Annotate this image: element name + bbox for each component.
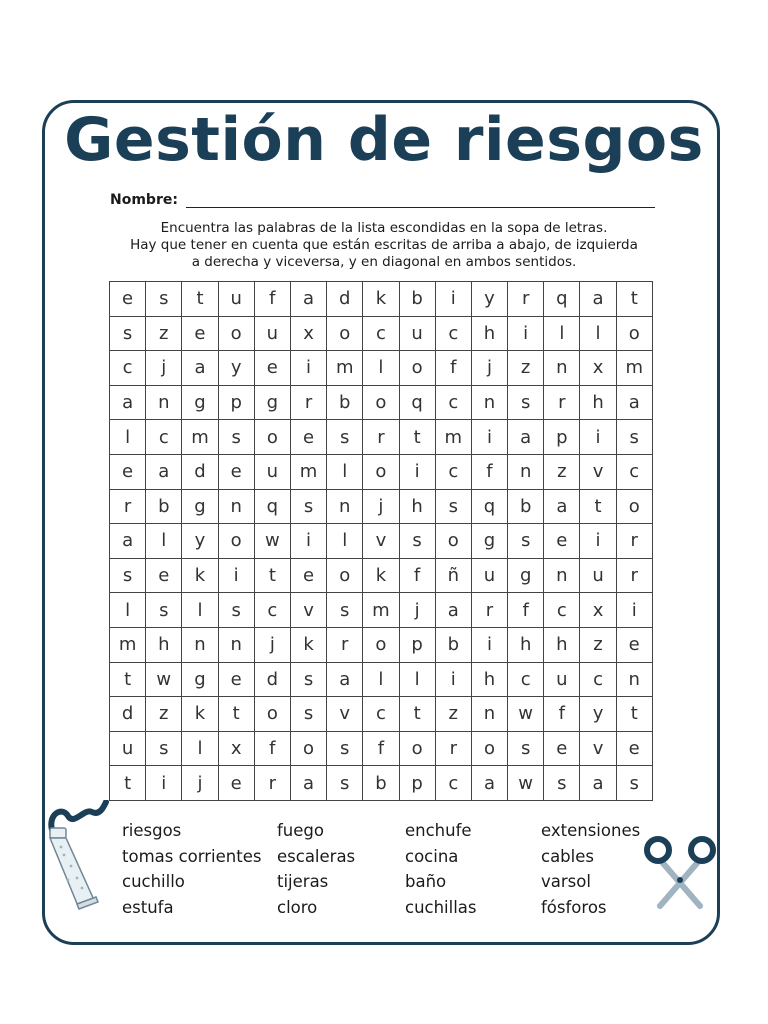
word-item: tomas corrientes <box>122 846 262 866</box>
word-item: fósforos <box>541 898 607 918</box>
grid-cell[interactable]: b <box>146 489 182 524</box>
grid-cell[interactable]: e <box>544 524 580 559</box>
grid-cell[interactable]: z <box>435 697 471 732</box>
grid-cell[interactable]: q <box>399 385 435 420</box>
toothpaste-tube-icon <box>44 800 114 912</box>
grid-cell[interactable]: e <box>290 558 326 593</box>
grid-cell[interactable]: a <box>508 420 544 455</box>
grid-cell[interactable]: c <box>508 662 544 697</box>
grid-cell[interactable]: i <box>290 351 326 386</box>
grid-cell[interactable]: p <box>218 385 254 420</box>
grid-cell[interactable]: s <box>110 558 146 593</box>
grid-cell[interactable]: a <box>471 766 507 801</box>
grid-cell[interactable]: e <box>218 662 254 697</box>
grid-cell[interactable]: x <box>218 731 254 766</box>
name-field <box>110 192 655 208</box>
grid-cell[interactable]: g <box>182 385 218 420</box>
grid-cell[interactable]: o <box>399 351 435 386</box>
grid-cell[interactable]: b <box>327 385 363 420</box>
grid-row <box>110 662 653 697</box>
grid-row <box>110 593 653 628</box>
grid-cell[interactable]: b <box>399 282 435 317</box>
grid-row <box>110 316 653 351</box>
grid-cell[interactable]: u <box>471 558 507 593</box>
grid-cell[interactable]: t <box>616 697 652 732</box>
word-item: varsol <box>541 872 591 892</box>
grid-cell[interactable]: n <box>218 489 254 524</box>
name-label: Nombre: <box>110 192 178 208</box>
grid-cell[interactable]: o <box>254 420 290 455</box>
grid-cell[interactable]: l <box>110 593 146 628</box>
grid-cell[interactable]: s <box>110 316 146 351</box>
grid-cell[interactable]: h <box>471 662 507 697</box>
grid-cell[interactable]: a <box>110 524 146 559</box>
word-item: enchufe <box>405 821 472 840</box>
grid-cell[interactable]: z <box>544 454 580 489</box>
grid-cell[interactable]: s <box>218 593 254 628</box>
grid-cell[interactable]: a <box>290 282 326 317</box>
grid-cell[interactable]: b <box>435 627 471 662</box>
grid-cell[interactable]: o <box>218 524 254 559</box>
grid-cell[interactable]: u <box>218 282 254 317</box>
grid-cell[interactable]: s <box>327 766 363 801</box>
grid-row <box>110 351 653 386</box>
grid-cell[interactable]: f <box>399 558 435 593</box>
grid-cell[interactable]: i <box>218 558 254 593</box>
grid-cell[interactable]: a <box>146 454 182 489</box>
grid-cell[interactable]: o <box>218 316 254 351</box>
grid-cell[interactable]: w <box>508 766 544 801</box>
grid-cell[interactable]: k <box>182 697 218 732</box>
grid-cell[interactable]: n <box>471 697 507 732</box>
word-item: estufa <box>122 898 174 918</box>
grid-cell[interactable]: s <box>327 731 363 766</box>
grid-cell[interactable]: i <box>471 627 507 662</box>
grid-cell[interactable]: h <box>544 627 580 662</box>
grid-cell[interactable]: r <box>363 420 399 455</box>
word-search-grid <box>109 281 653 801</box>
grid-cell[interactable]: z <box>508 351 544 386</box>
grid-cell[interactable]: o <box>363 454 399 489</box>
word-column <box>405 818 477 921</box>
grid-cell[interactable]: s <box>146 731 182 766</box>
grid-row <box>110 558 653 593</box>
grid-cell[interactable]: u <box>254 454 290 489</box>
instruction-line: a derecha y viceversa, y en diagonal en ambos sentidos. <box>191 254 577 270</box>
grid-cell[interactable]: l <box>182 731 218 766</box>
grid-cell[interactable]: c <box>435 454 471 489</box>
grid-cell[interactable]: o <box>616 489 652 524</box>
grid-cell[interactable]: b <box>363 766 399 801</box>
grid-cell[interactable]: d <box>254 662 290 697</box>
grid-cell[interactable]: e <box>544 731 580 766</box>
grid-cell[interactable]: c <box>544 593 580 628</box>
grid-cell[interactable]: x <box>580 351 616 386</box>
grid-cell[interactable]: s <box>327 593 363 628</box>
grid-cell[interactable]: a <box>327 662 363 697</box>
grid-row <box>110 489 653 524</box>
grid-cell[interactable]: b <box>508 489 544 524</box>
grid-cell[interactable]: o <box>290 731 326 766</box>
grid-cell[interactable]: f <box>471 454 507 489</box>
grid-cell[interactable]: m <box>616 351 652 386</box>
grid-cell[interactable]: n <box>182 627 218 662</box>
grid-cell[interactable]: n <box>471 385 507 420</box>
grid-cell[interactable]: u <box>254 316 290 351</box>
grid-cell[interactable]: s <box>290 489 326 524</box>
grid-cell[interactable]: q <box>471 489 507 524</box>
grid-cell[interactable]: g <box>182 489 218 524</box>
grid-cell[interactable]: c <box>435 316 471 351</box>
grid-cell[interactable]: r <box>290 385 326 420</box>
grid-cell[interactable]: m <box>182 420 218 455</box>
instructions <box>100 220 668 271</box>
grid-cell[interactable]: e <box>616 731 652 766</box>
grid-cell[interactable]: m <box>290 454 326 489</box>
grid-cell[interactable]: q <box>544 282 580 317</box>
grid-cell[interactable]: o <box>435 524 471 559</box>
grid-cell[interactable]: s <box>508 731 544 766</box>
grid-cell[interactable]: s <box>399 524 435 559</box>
grid-cell[interactable]: i <box>435 282 471 317</box>
grid-cell[interactable]: n <box>218 627 254 662</box>
grid-cell[interactable]: c <box>363 316 399 351</box>
grid-cell[interactable]: s <box>508 524 544 559</box>
grid-cell[interactable]: n <box>146 385 182 420</box>
grid-cell[interactable]: o <box>399 731 435 766</box>
grid-cell[interactable]: g <box>182 662 218 697</box>
grid-cell[interactable]: g <box>471 524 507 559</box>
scissors-icon <box>642 834 718 910</box>
instruction-line: Encuentra las palabras de la lista escondidas en la sopa de letras. <box>160 220 608 236</box>
word-item: baño <box>405 872 447 892</box>
grid-cell[interactable]: a <box>182 351 218 386</box>
grid-cell[interactable]: s <box>327 420 363 455</box>
grid-cell[interactable]: e <box>110 454 146 489</box>
grid-cell[interactable]: s <box>290 662 326 697</box>
grid-cell[interactable]: r <box>327 627 363 662</box>
grid-cell[interactable]: u <box>580 558 616 593</box>
grid-cell[interactable]: f <box>435 351 471 386</box>
grid-cell[interactable]: r <box>254 766 290 801</box>
grid-cell[interactable]: h <box>471 316 507 351</box>
grid-cell[interactable]: k <box>363 282 399 317</box>
grid-cell[interactable]: ñ <box>435 558 471 593</box>
grid-cell[interactable]: c <box>435 385 471 420</box>
grid-cell[interactable]: u <box>399 316 435 351</box>
grid-cell[interactable]: z <box>580 627 616 662</box>
grid-cell[interactable]: l <box>327 524 363 559</box>
grid-cell[interactable]: k <box>290 627 326 662</box>
grid-cell[interactable]: o <box>254 697 290 732</box>
grid-row <box>110 627 653 662</box>
grid-cell[interactable]: f <box>544 697 580 732</box>
grid-cell[interactable]: p <box>544 420 580 455</box>
grid-cell[interactable]: n <box>616 662 652 697</box>
grid-cell[interactable]: h <box>146 627 182 662</box>
grid-cell[interactable]: c <box>435 766 471 801</box>
grid-row <box>110 385 653 420</box>
word-item: extensiones <box>541 821 641 840</box>
grid-cell[interactable]: e <box>616 627 652 662</box>
grid-cell[interactable]: r <box>110 489 146 524</box>
grid-cell[interactable]: k <box>363 558 399 593</box>
grid-cell[interactable]: l <box>182 593 218 628</box>
grid-cell[interactable]: r <box>471 593 507 628</box>
grid-cell[interactable]: f <box>363 731 399 766</box>
grid-cell[interactable]: s <box>435 489 471 524</box>
grid-cell[interactable]: o <box>363 627 399 662</box>
grid-cell[interactable]: q <box>254 489 290 524</box>
grid-cell[interactable]: j <box>182 766 218 801</box>
word-item: cocina <box>405 846 459 866</box>
grid-cell[interactable]: c <box>363 697 399 732</box>
grid-cell[interactable]: l <box>110 420 146 455</box>
grid-cell[interactable]: a <box>580 766 616 801</box>
grid-cell[interactable]: e <box>218 766 254 801</box>
grid-cell[interactable]: o <box>471 731 507 766</box>
page-title: Gestión de riesgos <box>64 105 704 175</box>
grid-row <box>110 454 653 489</box>
grid-cell[interactable]: o <box>327 558 363 593</box>
word-item: fuego <box>277 821 324 840</box>
grid-cell[interactable]: k <box>182 558 218 593</box>
grid-cell[interactable]: j <box>471 351 507 386</box>
grid-cell[interactable]: s <box>290 697 326 732</box>
grid-cell[interactable]: h <box>508 627 544 662</box>
grid-cell[interactable]: z <box>146 697 182 732</box>
grid-cell[interactable]: i <box>471 420 507 455</box>
word-item: cuchillo <box>122 872 185 892</box>
grid-cell[interactable]: c <box>580 662 616 697</box>
grid-cell[interactable]: a <box>435 593 471 628</box>
grid-cell[interactable]: f <box>508 593 544 628</box>
grid-cell[interactable]: s <box>508 385 544 420</box>
grid-cell[interactable]: r <box>544 385 580 420</box>
grid-cell[interactable]: e <box>254 351 290 386</box>
grid-cell[interactable]: s <box>146 593 182 628</box>
grid-cell[interactable]: l <box>544 316 580 351</box>
grid-cell[interactable]: o <box>327 316 363 351</box>
grid-cell[interactable]: l <box>363 662 399 697</box>
grid-cell[interactable]: f <box>254 282 290 317</box>
grid-cell[interactable]: g <box>508 558 544 593</box>
grid-cell[interactable]: x <box>290 316 326 351</box>
grid-cell[interactable]: l <box>327 454 363 489</box>
grid-cell[interactable]: l <box>363 351 399 386</box>
grid-cell[interactable]: i <box>616 593 652 628</box>
grid-cell[interactable]: n <box>508 454 544 489</box>
grid-cell[interactable]: v <box>290 593 326 628</box>
grid-cell[interactable]: u <box>544 662 580 697</box>
grid-cell[interactable]: e <box>290 420 326 455</box>
grid-cell[interactable]: i <box>580 420 616 455</box>
grid-cell[interactable]: r <box>508 282 544 317</box>
grid-cell[interactable]: h <box>399 489 435 524</box>
grid-cell[interactable]: p <box>399 627 435 662</box>
grid-cell[interactable]: a <box>110 385 146 420</box>
grid-cell[interactable]: d <box>327 282 363 317</box>
grid-cell[interactable]: l <box>580 316 616 351</box>
grid-cell[interactable]: m <box>363 593 399 628</box>
word-item: riesgos <box>122 821 182 840</box>
grid-cell[interactable]: d <box>182 454 218 489</box>
grid-cell[interactable]: h <box>580 385 616 420</box>
grid-cell[interactable]: v <box>327 697 363 732</box>
grid-cell[interactable]: r <box>616 558 652 593</box>
grid-cell[interactable]: t <box>110 766 146 801</box>
grid-cell[interactable]: f <box>254 731 290 766</box>
grid-cell[interactable]: g <box>254 385 290 420</box>
word-item: cloro <box>277 898 318 918</box>
grid-cell[interactable]: a <box>580 282 616 317</box>
grid-cell[interactable]: c <box>254 593 290 628</box>
grid-cell[interactable]: t <box>218 697 254 732</box>
grid-cell[interactable]: j <box>254 627 290 662</box>
grid-cell[interactable]: x <box>580 593 616 628</box>
word-item: cables <box>541 846 594 866</box>
grid-cell[interactable]: t <box>182 282 218 317</box>
grid-cell[interactable]: r <box>616 524 652 559</box>
grid-row <box>110 731 653 766</box>
grid-cell[interactable]: a <box>290 766 326 801</box>
grid-cell[interactable]: r <box>435 731 471 766</box>
name-line[interactable] <box>186 193 655 208</box>
word-item: tijeras <box>277 872 329 892</box>
grid-cell[interactable]: i <box>435 662 471 697</box>
grid-cell[interactable]: t <box>616 282 652 317</box>
grid-cell[interactable]: s <box>218 420 254 455</box>
grid-cell[interactable]: t <box>110 662 146 697</box>
grid-row <box>110 420 653 455</box>
grid-cell[interactable]: z <box>146 316 182 351</box>
grid-cell[interactable]: v <box>580 731 616 766</box>
grid-cell[interactable]: t <box>254 558 290 593</box>
grid-cell[interactable]: p <box>399 766 435 801</box>
grid-cell[interactable]: n <box>544 558 580 593</box>
word-column <box>122 818 261 921</box>
grid-cell[interactable]: j <box>399 593 435 628</box>
grid-cell[interactable]: i <box>399 454 435 489</box>
grid-cell[interactable]: e <box>218 454 254 489</box>
grid-row <box>110 282 653 317</box>
grid-cell[interactable]: d <box>110 697 146 732</box>
grid-cell[interactable]: s <box>616 766 652 801</box>
grid-cell[interactable]: t <box>399 420 435 455</box>
grid-cell[interactable]: j <box>363 489 399 524</box>
grid-cell[interactable]: w <box>146 662 182 697</box>
grid-cell[interactable]: v <box>580 454 616 489</box>
grid-cell[interactable]: y <box>580 697 616 732</box>
grid-cell[interactable]: n <box>544 351 580 386</box>
grid-cell[interactable]: y <box>182 524 218 559</box>
grid-cell[interactable]: m <box>327 351 363 386</box>
grid-cell[interactable]: n <box>327 489 363 524</box>
grid-cell[interactable]: t <box>399 697 435 732</box>
grid-cell[interactable]: w <box>508 697 544 732</box>
grid-cell[interactable]: a <box>544 489 580 524</box>
grid-cell[interactable]: c <box>616 454 652 489</box>
grid-cell[interactable]: m <box>435 420 471 455</box>
grid-cell[interactable]: c <box>146 420 182 455</box>
grid-cell[interactable]: l <box>146 524 182 559</box>
grid-cell[interactable]: e <box>182 316 218 351</box>
grid-cell[interactable]: c <box>110 351 146 386</box>
grid-row <box>110 766 653 801</box>
word-column <box>277 818 355 921</box>
grid-cell[interactable]: o <box>616 316 652 351</box>
grid-cell[interactable]: i <box>146 766 182 801</box>
word-item: escaleras <box>277 846 356 866</box>
grid-cell[interactable]: m <box>110 627 146 662</box>
grid-cell[interactable]: j <box>146 351 182 386</box>
grid-cell[interactable]: y <box>218 351 254 386</box>
grid-cell[interactable]: y <box>471 282 507 317</box>
grid-cell[interactable]: s <box>616 420 652 455</box>
grid-row <box>110 524 653 559</box>
grid-cell[interactable]: a <box>616 385 652 420</box>
grid-row <box>110 697 653 732</box>
instruction-line: Hay que tener en cuenta que están escritas de arriba a abajo, de izquierda <box>130 237 638 253</box>
grid-cell[interactable]: e <box>146 558 182 593</box>
grid-cell[interactable]: s <box>146 282 182 317</box>
word-item: cuchillas <box>405 898 477 918</box>
grid-cell[interactable]: i <box>290 524 326 559</box>
grid-cell[interactable]: e <box>110 282 146 317</box>
grid-cell[interactable]: i <box>508 316 544 351</box>
grid-cell[interactable]: u <box>110 731 146 766</box>
grid-cell[interactable]: s <box>544 766 580 801</box>
grid-cell[interactable]: i <box>580 524 616 559</box>
grid-cell[interactable]: t <box>580 489 616 524</box>
grid-cell[interactable]: v <box>363 524 399 559</box>
grid-cell[interactable]: o <box>363 385 399 420</box>
word-column <box>541 818 640 921</box>
grid-cell[interactable]: w <box>254 524 290 559</box>
grid-cell[interactable]: l <box>399 662 435 697</box>
